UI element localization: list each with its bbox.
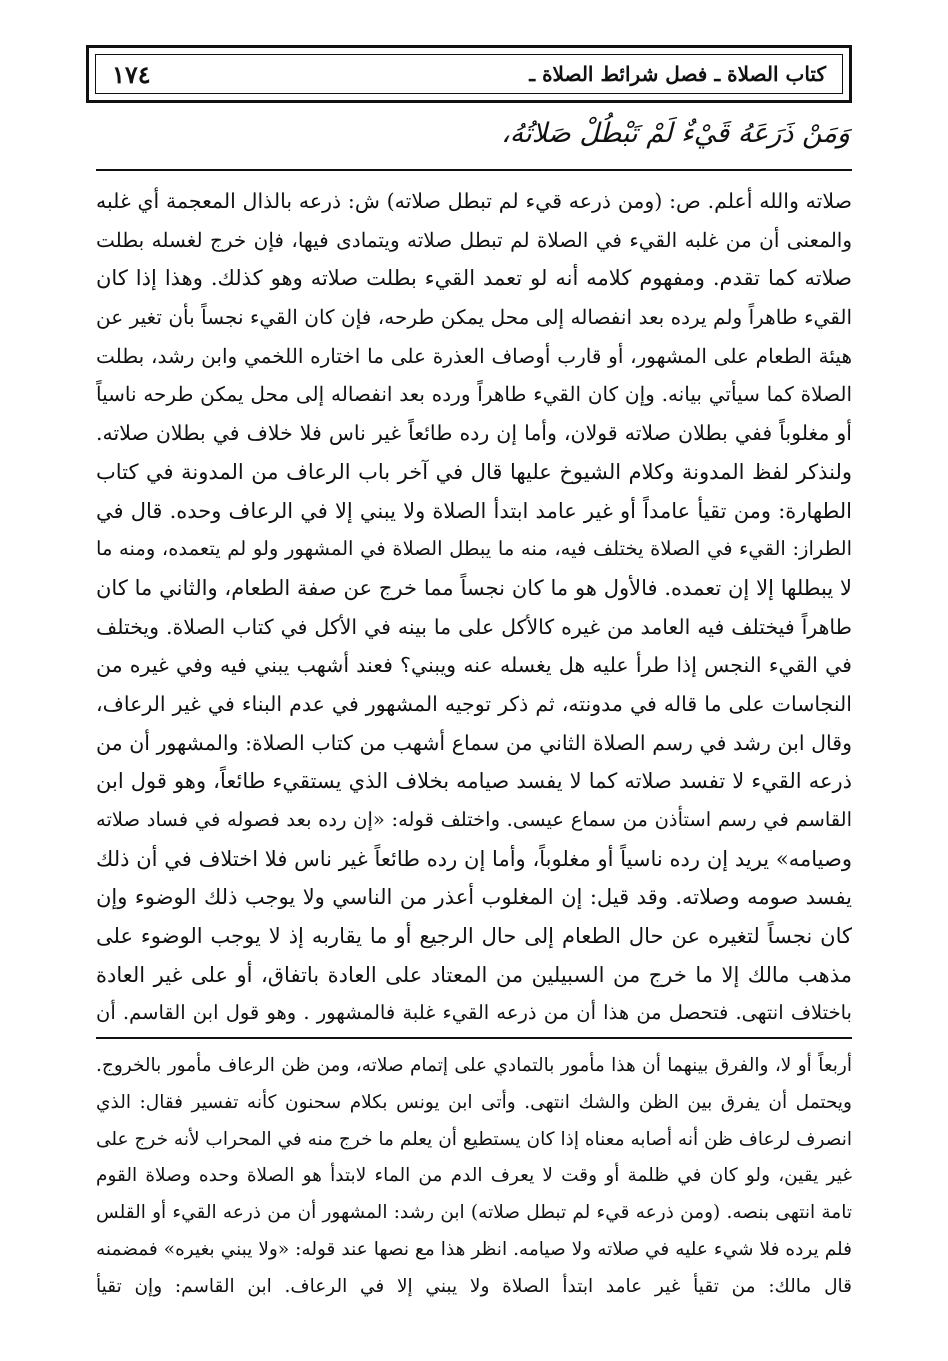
page-header	[86, 45, 852, 103]
body-text-line: لا يبطلها إلا إن تعمده. فالأول هو ما كان نجساً مما خرج عن صفة الطعام، والثاني ما كان	[96, 575, 852, 600]
body-text-line: الطهارة: ومن تقيأ عامداً أو غير عامد ابتدأ الصلاة ولا يبني إلا في الرعاف وحده. قال في	[96, 498, 852, 523]
body-text-line: كان نجساً لتغيره عن حال الطعام إلى حال الرجيع أو ما يقاربه إذ لا يوجب الوضوء على	[96, 924, 852, 949]
body-text-line: الطراز: القيء في الصلاة يختلف فيه، منه ما يبطل الصلاة في المشهور ولو لم يتعمده، ومنه ما	[96, 537, 852, 561]
body-text-line: هيئة الطعام على المشهور، أو قارب أوصاف العذرة على ما اختاره اللخمي وابن رشد، بطلت	[96, 343, 852, 368]
footnote-divider	[96, 1037, 852, 1039]
footnote-line: ويحتمل أن يفرق بين الظن والشك انتهى. وأتى ابن يونس بكلام سحنون كأنه تفسير فقال: الذي	[96, 1091, 852, 1113]
body-text-line: وقال ابن رشد في رسم الصلاة الثاني من سماع أشهب من كتاب الصلاة: والمشهور أن من	[96, 730, 852, 755]
body-text-line: في القيء النجس إذا طرأ عليه هل يغسله عنه ويبني؟ فعند أشهب يبني فيه وفي غيره من	[96, 653, 852, 678]
body-text-line: صلاته والله أعلم. ص: (ومن ذرعه قيء لم تبطل صلاته) ش: ذرعه بالذال المعجمة أي غلبه	[96, 189, 852, 213]
footnote-line: انصرف لرعاف ظن أنه أصابه معناه إذا كان يستطيع أن يعلم ما خرج منه في المحراب لأنه خرج على	[96, 1128, 852, 1150]
matn-text: وَمَنْ ذَرَعَهُ قَيْءٌ لَمْ تَبْطُلْ صَلاتُهُ،	[501, 118, 850, 149]
header-frame	[95, 54, 843, 94]
footnote-line: فلم يرده فلا شيء عليه في صلاته ولا صيامه. انظر هذا مع نصها عند قوله: «ولا يبني بغيره» فمضمنه	[96, 1238, 852, 1260]
body-text-line: القيء طاهراً ولم يرده بعد انفصاله إلى محل يمكن طرحه، فإن كان القيء نجساً بأن تغير عن	[96, 305, 852, 330]
body-text-line: وصيامه» يريد إن رده ناسياً أو مغلوباً، وأما إن رده طائعاً غير ناس فلا اختلاف في أن ذلك	[96, 846, 852, 871]
footnote-line: تامة انتهى بنصه. (ومن ذرعه قيء لم تبطل صلاته) ابن رشد: المشهور أن من ذرعه القيء أو القلس	[96, 1202, 852, 1224]
body-text-line: الصلاة كما سيأتي بيانه. وإن كان القيء طاهراً ورده بعد انفصاله إلى محل يمكن طرحه ناسياً	[96, 382, 852, 407]
body-text-line: ولنذكر لفظ المدونة وكلام الشيوخ عليها قال في آخر باب الرعاف من المدونة في كتاب	[96, 459, 852, 484]
commentary-body	[96, 182, 852, 1033]
body-text-line: مذهب مالك إلا ما خرج من السبيلين من المعتاد على العادة باتفاق، أو على غير العادة	[96, 962, 852, 987]
footnote-line: غير يقين، ولو كان في ظلمة أو وقت لا يعرف الدم من الماء لابتدأ هو الصلاة وحده وصلاة القوم	[96, 1165, 852, 1187]
body-text-line: صلاته كما تقدم. ومفهوم كلامه أنه لو تعمد القيء بطلت صلاته وهو كذلك. وهذا إذا كان	[96, 266, 852, 291]
body-text-line: ذرعه القيء لا تفسد صلاته كما لا يفسد صيامه بخلاف الذي يستقيء طائعاً، وهو قول ابن	[96, 769, 852, 794]
body-text-line: أو مغلوباً ففي بطلان صلاته قولان، وأما إن رده طائعاً غير ناس فلا خلاف في بطلان صلاته.	[96, 421, 852, 446]
running-title: كتاب الصلاة ـ فصل شرائط الصلاة ـ	[529, 62, 826, 86]
footnote-line: أربعاً أو لا، والفرق بينهما أن هذا مأمور بالتمادي على إتمام صلاته، ومن ظن الرعاف مأمور بالخروج.	[96, 1055, 852, 1076]
footnote-block	[96, 1048, 852, 1306]
body-text-line: يفسد صومه وصلاته. وقد قيل: إن المغلوب أعذر من الناسي ولا يوجب ذلك الوضوء وإن	[96, 885, 852, 910]
footnote-line: قال مالك: من تقيأ غير عامد ابتدأ الصلاة ولا يبني إلا في الرعاف. ابن القاسم: وإن تقيأ	[96, 1275, 852, 1297]
body-text-line: طاهراً فيختلف فيه العامد من غيره كالأكل على ما بينه في الأكل في كتاب الصلاة. ويختلف	[96, 614, 852, 639]
body-text-line: القاسم في رسم استأذن من سماع عيسى. واختلف قوله: «إن رده بعد فصوله في فساد صلاته	[96, 808, 852, 831]
page-number: ١٧٤	[112, 59, 151, 89]
body-text-line: النجاسات على ما قاله في مدونته، ثم ذكر توجيه المشهور في عدم البناء في غير الرعاف،	[96, 691, 852, 716]
body-text-line: باختلاف انتهى. فتحصل من هذا أن من ذرعه القيء غلبة فالمشهور . وهو قول ابن القاسم. أن	[96, 1001, 852, 1025]
body-text-line: والمعنى أن من غلبه القيء في الصلاة لم تبطل صلاته ويتمادى فيها، فإن خرج لغسله بطلت	[96, 227, 852, 252]
matn-divider	[96, 169, 852, 171]
